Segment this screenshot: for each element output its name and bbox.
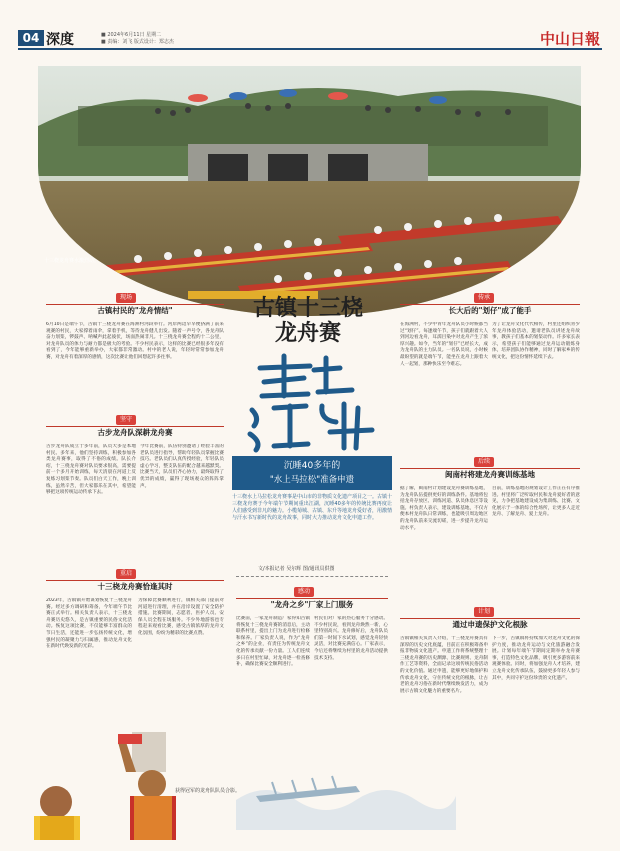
- section-tag: 现场: [116, 293, 136, 303]
- section-tag: 后续: [474, 457, 494, 467]
- section-title: 古步龙舟队深耕龙舟赛: [93, 427, 178, 438]
- section-title: 十三桡龙舟赛恰逢其时: [93, 581, 178, 592]
- article-body-persist-2: 今年比赛前，队伍特别邀请了经验丰富的老队员进行指导，帮助年轻队员掌握比赛技巧。老队员们认真传授经验，年轻队员虚心学习，整支队伍的配合越来越默契。比赛当天，队员们齐心协力，最终取得了优异的成绩，赢得了现场观众的阵阵掌声。: [140, 444, 224, 489]
- section-title: 闽南村将建龙舟赛训练基地: [440, 469, 540, 480]
- article-body-scene: 6月10日是端午节，古镇十三桡龙舟赛在海洲村河段举行。河岸两边早早便挤满了前来观赛的村民，大家撑着雨伞，拿着手机，等待龙舟健儿出发。随着一声号令，各龙舟队奋力划桨，锣鼓声、呐喊声此起彼伏，场面热闹非凡。十三桡龙舟赛全程约十二公里，对龙舟队员的体力与耐力都是极大的考验。不少村民表示，这样的比赛已经很多年没有看到了，今年能够重新举办，大家都非常激动。村中的老人说，年轻时常常参加龙舟赛，对龙舟有着深厚的感情，这次比赛让他们回想起许多往事。: [46, 322, 224, 360]
- date-editor-line: [101, 32, 174, 46]
- section-header-scene: [46, 294, 224, 315]
- feature-subtitle-line2: "水上马拉松"准备申遗: [269, 475, 355, 485]
- bottom-photo: [22, 732, 218, 840]
- article-body-inherit-1: 在海洲村，不少中青年龙舟队员小时候都当过“划仔”。每逢端午节，孩子们就跟着大人到河边看龙舟，耳濡目染中对龙舟产生了浓厚兴趣。如今，当年的“划仔”已经长大，成为龙舟队的主力队员。一名队员说，小时候最盼望的就是端午节，能坐在龙舟上跟着大人一起划，那种快乐至今难忘。: [400, 322, 488, 367]
- article-body-followup-1: 据了解，闽南村计划建设龙舟赛训练基地，为龙舟队伍提供更好的训练条件。基地将包括龙舟存放区、训练河道、队员休息区等设施。村负责人表示，建设训练基地，不仅方便本村龙舟队日常训练，也能吸引周边地区的龙舟队前来交流切磋，进一步提升龙舟运动水平。: [400, 486, 488, 531]
- section-header-touched: [236, 588, 388, 609]
- section-header-restart: [46, 570, 224, 591]
- feature-title-line1: 古镇十三桡: [252, 295, 363, 321]
- paper-logo: 中山日報: [539, 30, 600, 48]
- section-header-plan: [400, 608, 580, 629]
- feature-subtitle-line1: 沉睡40多年的: [283, 461, 341, 471]
- section-title: "龙舟之乡"厂家上门服务: [266, 599, 359, 610]
- dashed-divider: [236, 576, 388, 577]
- feature-lead: 十三桡水上马拉松龙舟赛事是中山市的非物质文化遗产项目之一。古镇十三桡龙舟赛于今年端午节期间重出江湖，沉睡40多年的传统比赛再度让人们感受到非凡的魅力。小榄菊城、古镇、东升等地龙舟爱好者，用激情与汗水书写新时代的龙舟故事，同时大力推动龙舟文化申遗工作。: [232, 494, 393, 521]
- article-body-restart-2: 为保障比赛顺利进行，镇相关部门提前对河道进行清理，并在沿岸设置了安全防护措施。比赛期间，志愿者、医护人员、安保人员全程在场服务。不少外地游客也专程赶来观看比赛，感受古镇浓厚的龙舟文化氛围，纷纷为精彩的比赛点赞。: [138, 598, 224, 636]
- article-body-inherit-2: 为了让龙舟文化代代相传，村里还组织青少年龙舟体验活动，邀请老队员讲述龙舟故事，教孩子们基本的划桨动作。许多家长表示，希望孩子们能够通过龙舟运动锻炼身体，培养团队协作精神，同时了解家乡的传统文化，把这份情怀延续下去。: [492, 322, 580, 360]
- top-photo: [38, 66, 581, 316]
- top-photo-caption: 十三桡龙舟赛水激烈动。: [44, 258, 100, 264]
- masthead-rule: [18, 48, 602, 50]
- feature-title: [228, 296, 388, 346]
- section-tag: 感动: [294, 587, 314, 597]
- section-name: 深度: [46, 32, 74, 48]
- date-line: ■ 2024年6月11日 星期二: [101, 32, 162, 38]
- article-body-plan-2: 下一步，古镇镇将持续加大对龙舟文化的保护力度，推动龙舟运动与文化旅游融合发展。计划每年端午节期间定期举办龙舟赛事，打造特色文化品牌，吸引更多游客前来观赛体验。同时，将加强龙舟人才培养，建立龙舟文化传承队伍，鼓励更多年轻人参与其中，共同守护这份珍贵的文化遗产。: [492, 636, 580, 681]
- section-tag: 传承: [474, 293, 494, 303]
- feature-subtitle: [232, 456, 392, 490]
- article-body-persist-1: 古步龙舟队成立于多年前，队员大多是本地村民。多年来，他们坚持训练，积极参加各类龙舟赛事，取得了不俗的成绩。队长介绍，十三桡龙舟赛对队员要求很高，需要提前一个多月开始训练，每天清晨在河道上反复练习划桨节奏。队员们白天工作，晚上训练，虽然辛苦，但大家都乐在其中，希望能够把这项传统运动传承下去。: [46, 444, 136, 496]
- article-body-touched-1: 比赛前，一家龙舟制造厂家得知古镇将恢复十三桡龙舟赛的消息后，主动联系村里，提出上门为龙舟进行检修和保养。厂家负责人说，作为“龙舟之乡”的企业，有责任为传统龙舟文化的传承贡献一份力量。工人们连续多日在村里忙碌，对龙舟逐一检查修补，确保比赛安全顺利进行。: [236, 616, 310, 668]
- article-body-plan-1: 古镇镇相关负责人介绍，十三桡龙舟赛具有深厚的历史文化底蕴，目前正在积极筹备申报非物质文化遗产。申遗工作将系统整理十三桡龙舟赛的历史渊源、比赛规则、龙舟制作工艺等资料，全面记录这项传统民俗活动的文化价值。通过申遗，能够更好地保护和传承龙舟文化，守住传统文化的根脉，让古老的龙舟习俗在新时代继续焕发活力，成为展示古镇文化魅力的重要名片。: [400, 636, 488, 694]
- feature-title-line2: 龙舟赛: [274, 320, 341, 346]
- article-body-restart-1: 2023年，古镇镇开始谋划恢复十三桡龙舟赛。经过多方调研和筹备，今年端午节比赛正式举行。相关负责人表示，十三桡龙舟赛历史悠久，是古镇重要的民俗文化活动。恢复这项比赛，不仅能够丰富群众的节日生活，还能进一步弘扬传统文化，增强村民的凝聚力与归属感，推动龙舟文化在新时代焕发新的光彩。: [46, 598, 132, 650]
- section-tag: 重启: [116, 569, 136, 579]
- section-header-inherit: [400, 294, 580, 315]
- article-body-touched-2: 村民们对厂家的热心服务十分感动。不少村民说，看到龙舟焕然一新，心里特别高兴。龙舟修好后，龙舟队员们第一时间下水试划，感觉龙舟轻快灵活，对比赛充满信心。厂家表示，今后还将继续为村里的龙舟活动提供技术支持。: [314, 616, 388, 661]
- masthead: [0, 0, 620, 48]
- section-title: 通过申遗保护文化根脉: [448, 619, 533, 630]
- section-title: 长大后的"划仔"成了能手: [444, 305, 537, 316]
- section-header-persist: [46, 416, 224, 437]
- section-header-followup: [400, 458, 580, 479]
- bottom-photo-caption: 获得冠军的龙舟队队员合影。: [175, 788, 241, 794]
- section-title: 古镇村民的"龙舟情结": [92, 305, 177, 316]
- calligraphy-title: [240, 348, 390, 454]
- section-tag: 计划: [474, 607, 494, 617]
- section-tag: 坚守: [116, 415, 136, 425]
- byline: 文/本报记者 吴尔辉 图/通讯员供图: [258, 566, 335, 572]
- article-body-followup-2: 目前，训练基地的规划设计工作正在有序推进。村里将广泛听取村民和龙舟爱好者的意见，力争把基地建设成为集训练、比赛、文化展示于一体的综合性场所，让更多人走近龙舟、了解龙舟、爱上龙舟。: [492, 486, 580, 518]
- page-number: 04: [18, 30, 44, 46]
- editor-line: ■ 责编：刘飞 版式设计：郑志杰: [101, 39, 174, 45]
